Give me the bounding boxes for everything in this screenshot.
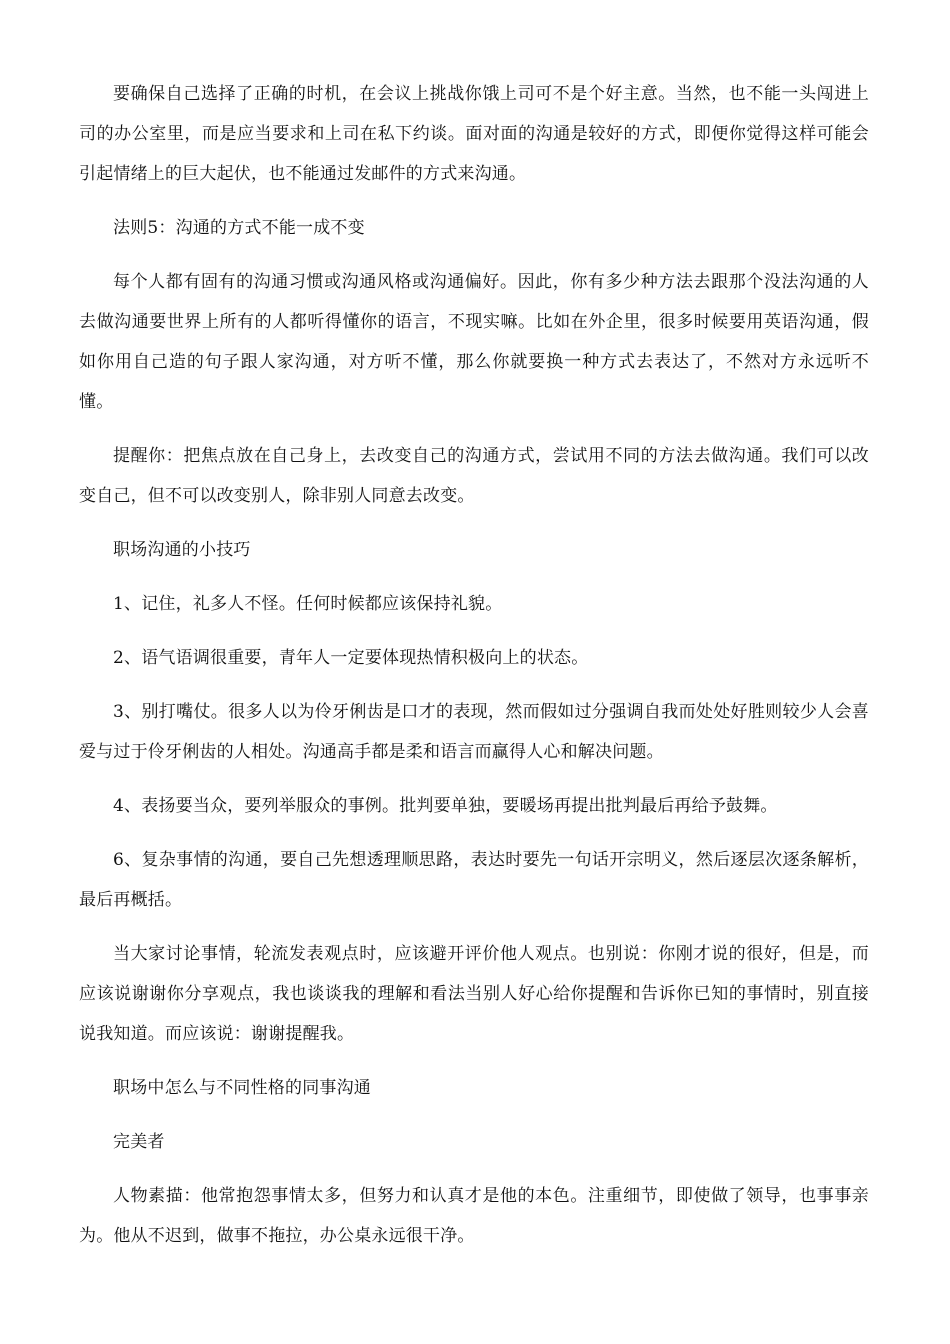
tip-item-2: 2、语气语调很重要，青年人一定要体现热情积极向上的状态。 — [113, 648, 589, 668]
paragraph-discussion-etiquette: 当大家讨论事情，轮流发表观点时，应该避开评价他人观点。也别说：你刚才说的很好，但是，而应该说谢谢你分享观点，我也谈谈我的理解和看法当别人好心给你提醒和告诉你已知的事情时，别直接说我知道。而应该说：谢谢提醒我。 — [79, 944, 869, 1044]
paragraph-communication-habits: 每个人都有固有的沟通习惯或沟通风格或沟通偏好。因此，你有多少种方法去跟那个没法沟通的人去做沟通要世界上所有的人都听得懂你的语言，不现实嘛。比如在外企里，很多时候要用英语沟通，假如你用自己造的句子跟人家沟通，对方听不懂，那么你就要换一种方式去表达了，不然对方永远听不懂。 — [79, 272, 869, 412]
tip-item-6: 6、复杂事情的沟通，要自己先想透理顺思路，表达时要先一句话开宗明义，然后逐层次逐条解析，最后再概括。 — [79, 850, 869, 910]
paragraph-timing-advice: 要确保自己选择了正确的时机，在会议上挑战你饿上司可不是个好主意。当然，也不能一头闯进上司的办公室里，而是应当要求和上司在私下约谈。面对面的沟通是较好的方式，即便你觉得这样可能会引起情绪上的巨大起伏，也不能通过发邮件的方式来沟通。 — [79, 84, 869, 184]
tip-item-3: 3、别打嘴仗。很多人以为伶牙俐齿是口才的表现，然而假如过分强调自我而处处好胜则较少人会喜爱与过于伶牙俐齿的人相处。沟通高手都是柔和语言而赢得人心和解决问题。 — [79, 702, 869, 762]
heading-perfectionist: 完美者 — [113, 1132, 165, 1152]
paragraph-character-sketch: 人物素描：他常抱怨事情太多，但努力和认真才是他的本色。注重细节，即使做了领导，也事事亲为。他从不迟到，做事不拖拉，办公桌永远很干净。 — [79, 1186, 869, 1246]
heading-workplace-tips: 职场沟通的小技巧 — [113, 540, 251, 560]
heading-different-personalities: 职场中怎么与不同性格的同事沟通 — [113, 1078, 371, 1098]
paragraph-reminder: 提醒你：把焦点放在自己身上，去改变自己的沟通方式，尝试用不同的方法去做沟通。我们可以改变自己，但不可以改变别人，除非别人同意去改变。 — [79, 446, 869, 506]
document-body — [79, 74, 869, 1270]
tip-item-1: 1、记住，礼多人不怪。任何时候都应该保持礼貌。 — [113, 594, 503, 614]
tip-item-4: 4、表扬要当众，要列举服众的事例。批判要单独，要暖场再提出批判最后再给予鼓舞。 — [113, 796, 778, 816]
heading-rule-5: 法则5：沟通的方式不能一成不变 — [113, 218, 365, 238]
